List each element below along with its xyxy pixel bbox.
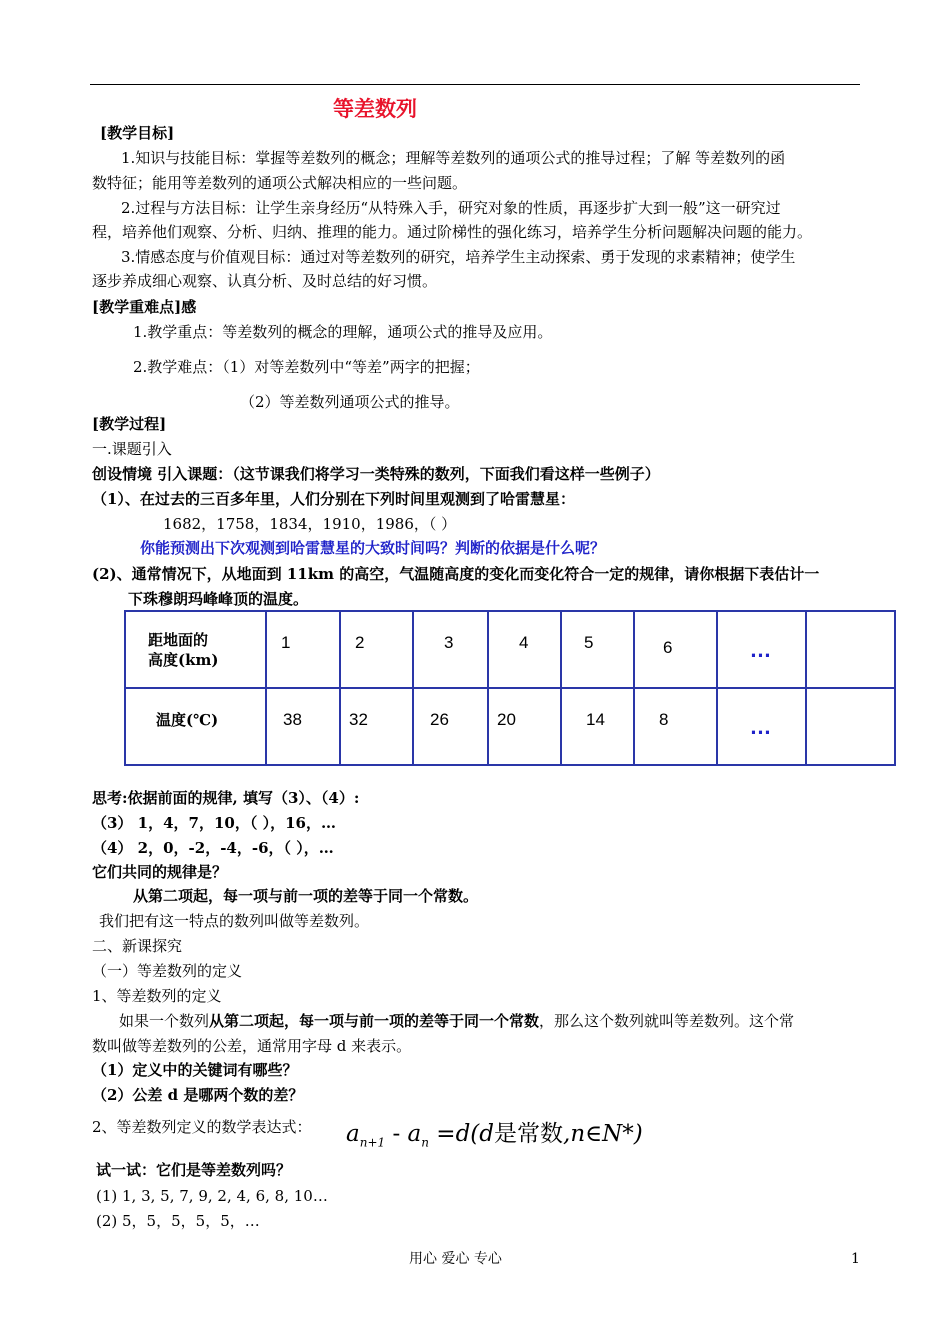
goal-1-line-1: 1.知识与技能目标：掌握等差数列的概念；理解等差数列的通项公式的推导过程；了解 等差数列的函 bbox=[121, 149, 786, 167]
example-2-line-2: 下珠穆朗玛峰峰顶的温度。 bbox=[128, 590, 309, 608]
temperature-cell: 26 bbox=[413, 688, 488, 765]
page-number: 1 bbox=[851, 1251, 860, 1267]
altitude-cell: 6 bbox=[634, 611, 717, 688]
goal-1-line-2: 数特征；能用等差数列的通项公式解决相应的一些问题。 bbox=[92, 174, 468, 192]
comet-years: 1682，1758，1834，1910，1986，（ ） bbox=[163, 515, 457, 533]
subsection-1-title: （一）等差数列的定义 bbox=[92, 962, 243, 980]
temperature-ellipsis: … bbox=[717, 688, 806, 765]
think-prompt: 思考:依据前面的规律, 填写（3）、（4）: bbox=[92, 789, 360, 807]
altitude-cell: 3 bbox=[413, 611, 488, 688]
try-sequence-2: (2) 5，5，5，5，5，… bbox=[96, 1212, 260, 1230]
goal-2-line-2: 程，培养他们观察、分析、归纳、推理的能力。通过阶梯性的强化练习，培养学生分析问题解决问题的能力。 bbox=[92, 223, 813, 241]
temperature-cell: 20 bbox=[488, 688, 561, 765]
intro-text: 创设情境 引入课题：（这节课我们将学习一类特殊的数列，下面我们看这样一些例子） bbox=[92, 465, 660, 483]
example-1: （1）、在过去的三百多年里，人们分别在下列时间里观测到了哈雷慧星： bbox=[92, 490, 575, 508]
temperature-cell: 8 bbox=[634, 688, 717, 765]
common-rule-answer: 从第二项起，每一项与前一项的差等于同一个常数。 bbox=[133, 887, 479, 905]
try-sequence-1: (1) 1, 3, 5, 7, 9, 2, 4, 6, 8, 10… bbox=[96, 1187, 328, 1205]
key-points-heading: [教学重难点]感 bbox=[92, 298, 197, 316]
definition-line-1: 如果一个数列从第二项起，每一项与前一项的差等于同一个常数，那么这个数列就叫等差数列。这个常 bbox=[119, 1012, 795, 1030]
altitude-cell: 2 bbox=[340, 611, 413, 688]
footer-text: 用心 爱心 专心 bbox=[409, 1251, 502, 1267]
altitude-cell bbox=[806, 611, 895, 688]
altitude-temperature-table bbox=[124, 610, 896, 766]
altitude-ellipsis: … bbox=[717, 611, 806, 688]
temperature-cell: 38 bbox=[266, 688, 340, 765]
definition-heading: 1、等差数列的定义 bbox=[92, 987, 222, 1005]
temperature-cell: 32 bbox=[340, 688, 413, 765]
header-rule bbox=[90, 84, 860, 85]
question-keywords: （1）定义中的关键词有哪些？ bbox=[92, 1061, 298, 1079]
temperature-cell: 14 bbox=[561, 688, 634, 765]
definition-line-2: 数叫做等差数列的公差，通常用字母 d 来表示。 bbox=[92, 1037, 412, 1055]
key-point-1: 1.教学重点：等差数列的概念的理解，通项公式的推导及应用。 bbox=[133, 323, 553, 341]
definition-formula: $a_{n+1} - a_n =d(d$是常数,n∈N*) bbox=[346, 1121, 643, 1150]
section-2-title: 二、新课探究 bbox=[92, 937, 183, 955]
question-common-difference: （2）公差 d 是哪两个数的差？ bbox=[92, 1086, 304, 1104]
sequence-4: （4） 2，0，-2，-4，-6，（ ），… bbox=[92, 839, 334, 857]
key-point-3: （2）等差数列通项公式的推导。 bbox=[240, 393, 460, 411]
process-heading: [教学过程] bbox=[92, 415, 167, 433]
goal-3-line-2: 逐步养成细心观察、认真分析、及时总结的好习惯。 bbox=[92, 272, 438, 290]
sequence-3: （3） 1，4，7，10，（ ），16，… bbox=[92, 814, 336, 832]
section-1-title: 一.课题引入 bbox=[92, 440, 172, 458]
goal-3-line-1: 3.情感态度与价值观目标：通过对等差数列的研究，培养学生主动探索、勇于发现的求素精神；使学生 bbox=[121, 248, 796, 266]
try-it-title: 试一试：它们是等差数列吗？ bbox=[96, 1161, 292, 1179]
temperature-label: 温度(℃) bbox=[125, 688, 266, 765]
example-2-line-1: (2)、通常情况下，从地面到 11km 的高空，气温随高度的变化而变化符合一定的规律，请你根据下表估计一 bbox=[92, 565, 820, 583]
goals-heading: [教学目标] bbox=[100, 124, 175, 142]
temperature-cell bbox=[806, 688, 895, 765]
goal-2-line-1: 2.过程与方法目标：让学生亲身经历“从特殊入手，研究对象的性质，再逐步扩大到一般”这一研究过 bbox=[121, 199, 781, 217]
altitude-cell: 5 bbox=[561, 611, 634, 688]
common-rule-question: 它们共同的规律是？ bbox=[92, 863, 228, 881]
comet-question: 你能预测出下次观测到哈雷慧星的大致时间吗？判断的依据是什么呢？ bbox=[140, 539, 606, 557]
key-point-2: 2.教学难点：（1）对等差数列中“等差”两字的把握； bbox=[133, 358, 480, 376]
naming-sentence: 我们把有这一特点的数列叫做等差数列。 bbox=[99, 912, 370, 930]
altitude-cell: 1 bbox=[266, 611, 340, 688]
page-title: 等差数列 bbox=[333, 96, 417, 121]
altitude-cell: 4 bbox=[488, 611, 561, 688]
altitude-label: 距地面的 高度(km) bbox=[125, 611, 266, 688]
formula-heading: 2、等差数列定义的数学表达式： bbox=[92, 1118, 312, 1136]
